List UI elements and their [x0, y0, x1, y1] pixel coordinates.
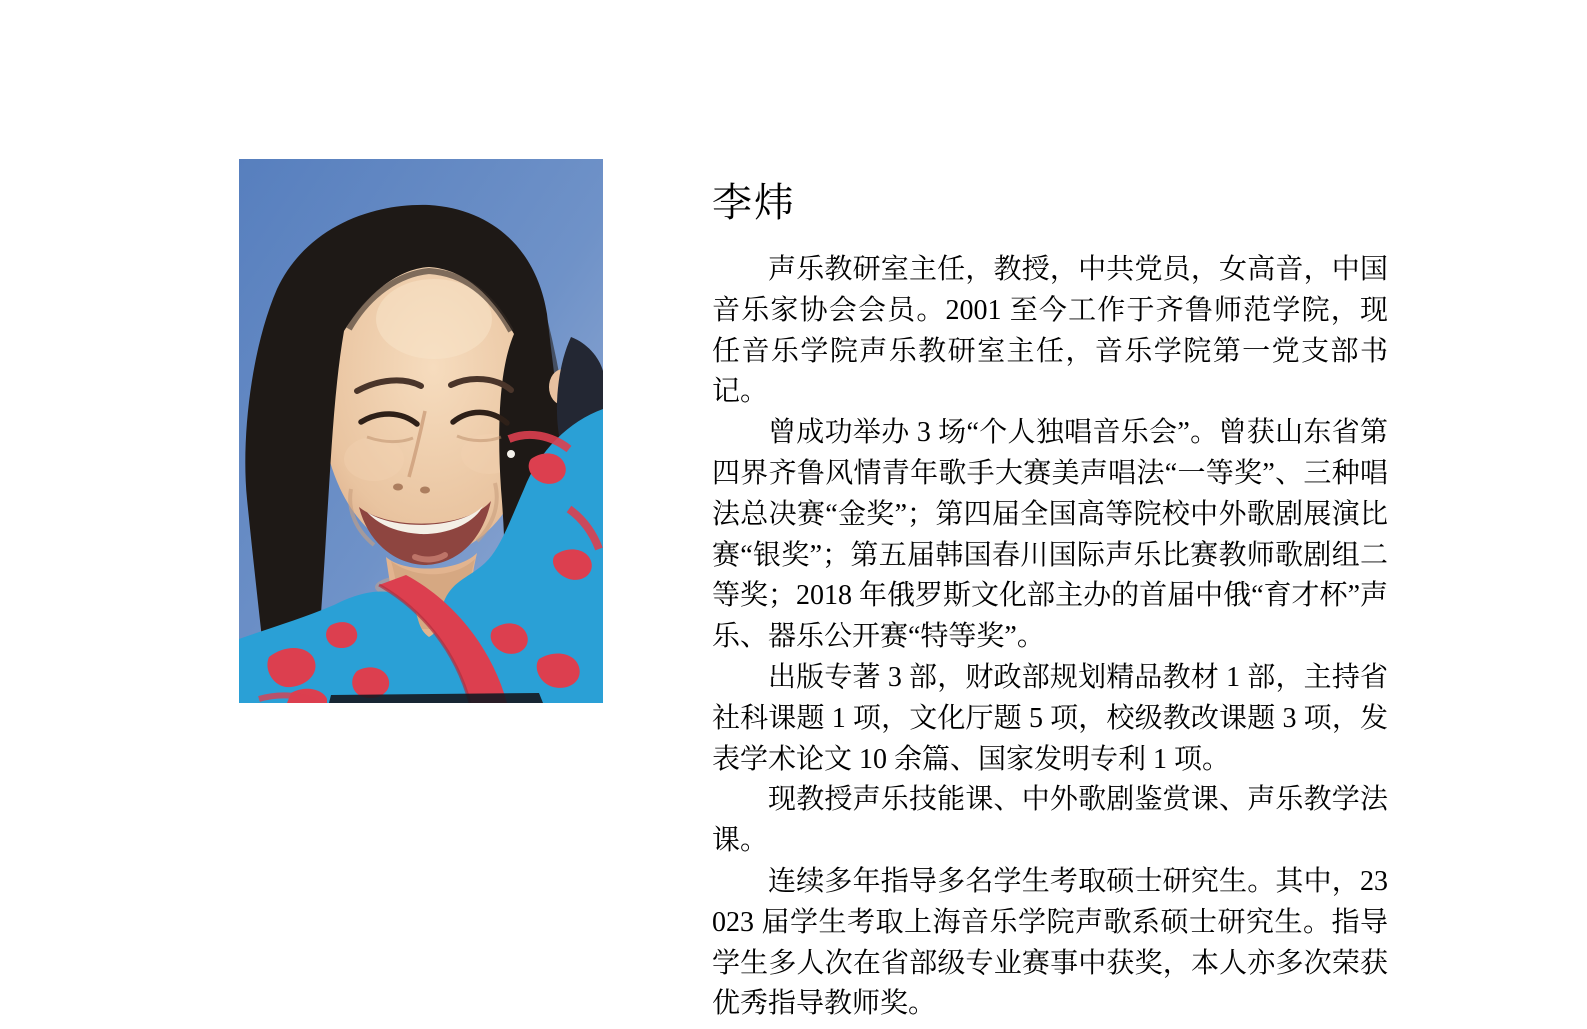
person-name: 李炜 [712, 180, 796, 225]
bio-paragraph-2: 曾成功举办 3 场“个人独唱音乐会”。曾获山东省第四界齐鲁风情青年歌手大赛美声唱法“一等奖”、三种唱法总决赛“金奖”；第四届全国高等院校中外歌剧展演比赛“银奖”；第五届韩国春川国际声乐比赛教师歌剧组二等奖；2018 年俄罗斯文化部主办的首届中俄“育才杯”声乐、器乐公开赛“特等奖”。 [712, 417, 1388, 653]
bio-paragraph-4: 现教授声乐技能课、中外歌剧鉴赏课、声乐教学法课。 [712, 784, 1388, 857]
bio-paragraph-3: 出版专著 3 部，财政部规划精品教材 1 部，主持省社科课题 1 项，文化厅题 5 项，校级教改课题 3 项，发表学术论文 10 余篇、国家发明专利 1 项。 [712, 661, 1388, 775]
portrait-illustration [239, 159, 603, 703]
bio-paragraph-5: 连续多年指导多名学生考取硕士研究生。其中，23023 届学生考取上海音乐学院声歌系硕士研究生。指导学生多人次在省部级专业赛事中获奖，本人亦多次荣获优秀指导教师奖。 [712, 865, 1388, 1020]
profile-photo [239, 159, 603, 703]
earring [507, 450, 515, 458]
bio-paragraphs [712, 250, 1388, 1025]
bio-paragraph-1: 声乐教研室主任，教授，中共党员，女高音，中国音乐家协会会员。2001 至今工作于齐鲁师范学院，现任音乐学院声乐教研室主任，音乐学院第一党支部书记。 [712, 254, 1388, 408]
bio-content [712, 178, 1388, 1025]
